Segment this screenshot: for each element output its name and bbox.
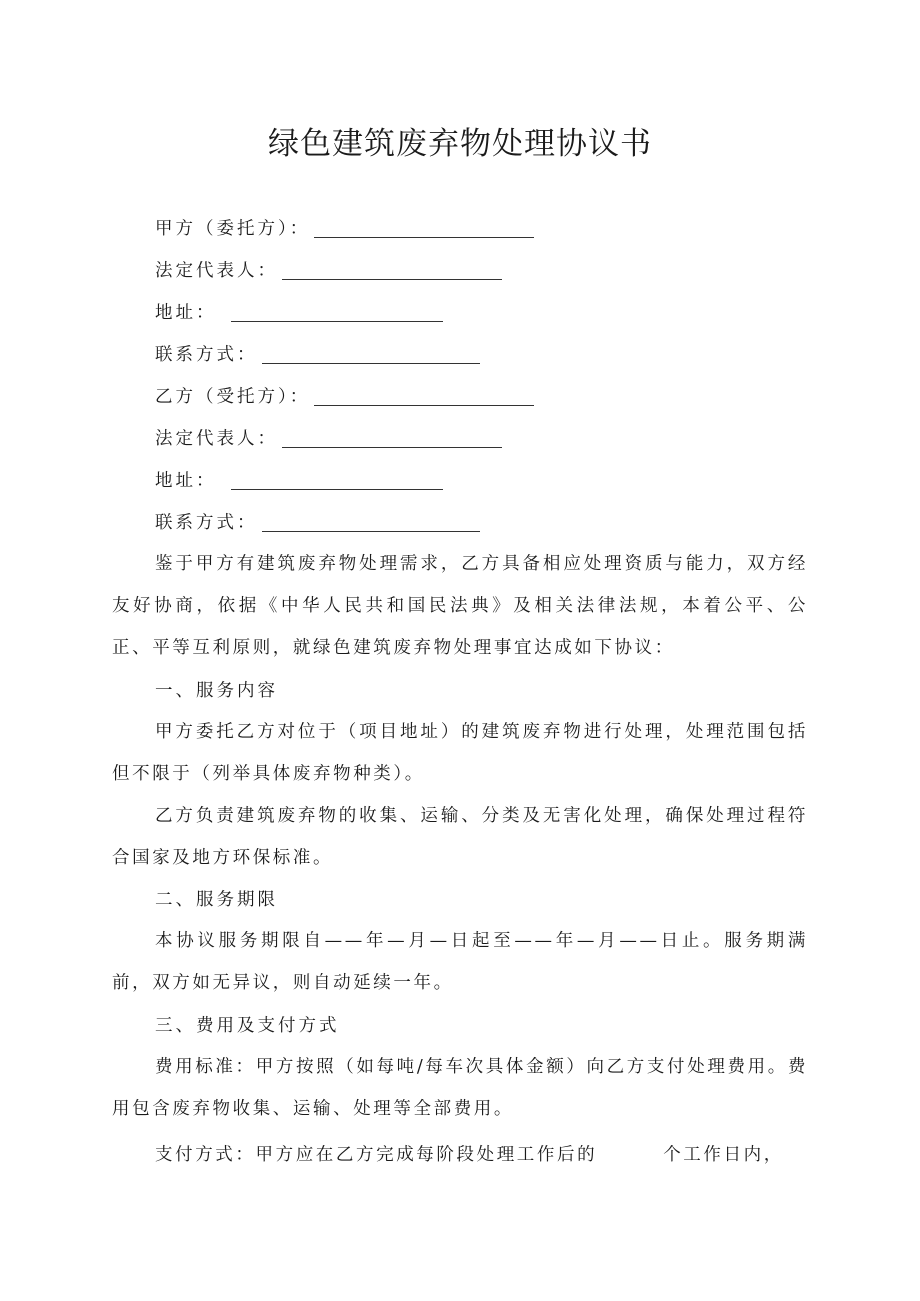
party-a-contact-label: 联系方式：: [155, 345, 258, 365]
party-b-address-line: [155, 467, 443, 495]
party-a-address-line: [155, 299, 443, 327]
party-b-line: [155, 383, 534, 411]
party-b-label: 乙方（受托方）：: [155, 387, 311, 407]
payment-suffix: 个工作日内，: [663, 1145, 784, 1165]
party-a-address-label: 地址：: [155, 303, 217, 323]
party-a-contact-line: [155, 341, 480, 369]
party-b-blank[interactable]: [314, 385, 534, 406]
party-a-contact-blank[interactable]: [262, 343, 480, 364]
preamble-paragraph: 鉴于甲方有建筑废弃物处理需求，乙方具备相应处理资质与能力，双方经友好协商，依据《中华人民共和国民法典》及相关法律法规，本着公平、公正、平等互利原则，就绿色建筑废弃物处理事宜达成如下协议：: [112, 554, 808, 658]
party-a-rep-line: [155, 257, 502, 285]
section-1-paragraph-1: 甲方委托乙方对位于（项目地址）的建筑废弃物进行处理，处理范围包括但不限于（列举具体废弃物种类）。: [112, 722, 808, 784]
payment-prefix: 支付方式：甲方应在乙方完成每阶段处理工作后的: [155, 1145, 598, 1165]
party-a-line: [155, 215, 534, 243]
party-b-contact-line: [155, 509, 480, 537]
section-3-heading: 三、费用及支付方式: [155, 1016, 340, 1036]
party-b-rep-blank[interactable]: [282, 427, 502, 448]
section-1-paragraph-2: 乙方负责建筑废弃物的收集、运输、分类及无害化处理，确保处理过程符合国家及地方环保标准。: [112, 806, 808, 868]
party-a-rep-label: 法定代表人：: [155, 261, 278, 281]
party-b-rep-line: [155, 425, 502, 453]
party-a-rep-blank[interactable]: [282, 259, 502, 280]
party-a-blank[interactable]: [314, 217, 534, 238]
document-title: 绿色建筑废弃物处理协议书: [268, 126, 652, 162]
party-b-contact-blank[interactable]: [262, 511, 480, 532]
party-a-address-blank[interactable]: [231, 301, 443, 322]
party-b-rep-label: 法定代表人：: [155, 429, 278, 449]
party-a-label: 甲方（委托方）：: [155, 219, 311, 239]
party-b-address-label: 地址：: [155, 471, 217, 491]
party-b-contact-label: 联系方式：: [155, 513, 258, 533]
section-2-heading: 二、服务期限: [155, 890, 278, 910]
party-b-address-blank[interactable]: [231, 469, 443, 490]
section-2-paragraph-1: 本协议服务期限自——年—月—日起至——年—月——日止。服务期满前，双方如无异议，则自动延续一年。: [112, 931, 808, 993]
section-1-heading: 一、服务内容: [155, 681, 278, 701]
section-3-paragraph-1: 费用标准：甲方按照（如每吨/每车次具体金额）向乙方支付处理费用。费用包含废弃物收集、运输、处理等全部费用。: [112, 1057, 808, 1119]
payment-paragraph: [112, 1134, 808, 1176]
